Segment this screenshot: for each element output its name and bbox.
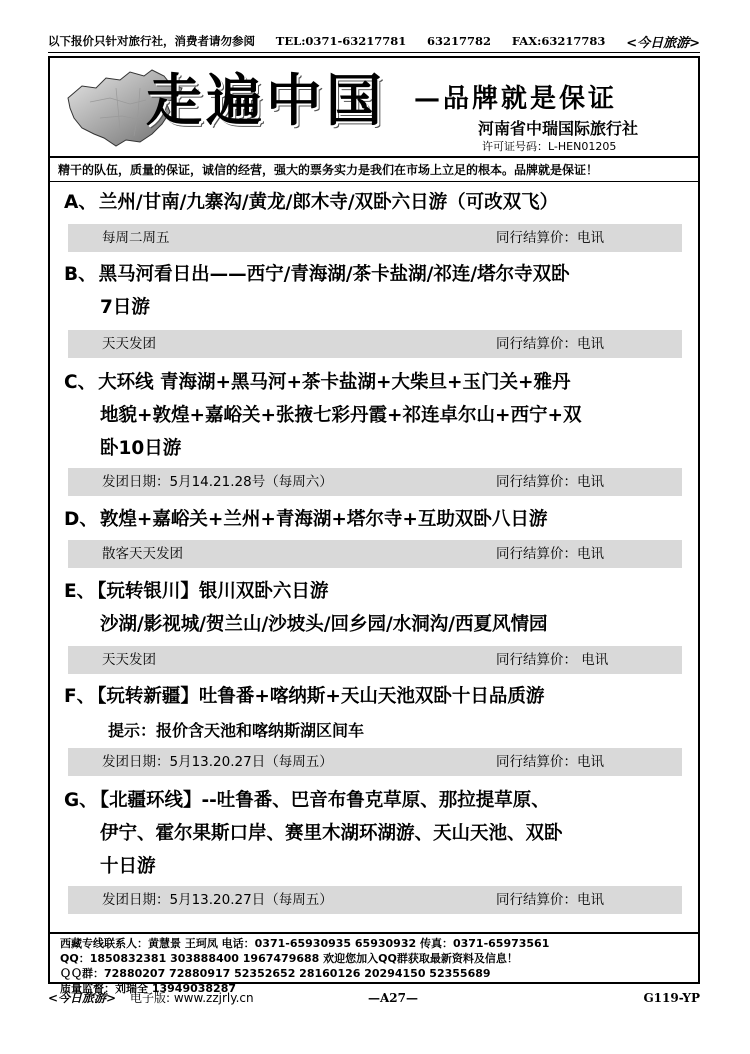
brand-slogan: —品牌就是保证 [414,84,618,114]
route-g-title [64,784,684,883]
route-date: 散客天天发团 [102,546,183,562]
bottom-bar [48,988,700,1008]
route-date: 每周二周五 [102,230,170,246]
fax-text: FAX:63217783 [511,34,606,48]
brand-title: 走遍中国 [146,68,386,134]
route-date: 发团日期：5月13.20.27日（每周五） [102,892,333,908]
license-number: 许可证号码：L-HEN01205 [482,140,617,153]
route-b-title [64,258,684,324]
route-d-info [68,540,682,568]
tagline: 精干的队伍，质量的保证，诚信的经营，强大的票务实力是我们在市场上立足的根本。品牌就是保证！ [50,158,698,182]
route-a-info [68,224,682,252]
route-letter: E、 [64,581,96,602]
route-b-info [68,330,682,358]
route-price: 同行结算价：电讯 [496,230,604,246]
website-link[interactable]: 电子版: www.zzjrly.cn [130,991,254,1005]
tel2-text: 63217782 [427,34,492,48]
issue-code: G119-YP [643,991,700,1005]
contact-line-4: 质量监督：刘瑞全 13949038287 [60,982,237,995]
route-f-title [64,680,684,713]
route-letter: D、 [64,509,98,530]
route-line: 伊宁、霍尔果斯口岸、赛里木湖环湖游、天山天池、双卧 [100,823,563,844]
route-c-title [64,366,684,465]
route-line: 沙湖/影视城/贺兰山/沙坡头/回乡园/水洞沟/西夏风情园 [100,614,548,635]
contact-line-2: QQ：1850832381 303888400 1967479688 欢迎您加入QQ群获取最新资料及信息！ [60,952,518,965]
route-line: 大环线 青海湖+黑马河+茶卡盐湖+大柴旦+玉门关+雅丹 [98,372,571,393]
route-date: 天天发团 [102,652,156,668]
route-line: 【玩转银川】银川双卧六日游 [97,581,329,602]
route-e-info [68,646,682,674]
route-line: 兰州/甘南/九寨沟/黄龙/郎木寺/双卧六日游（可改双飞） [98,192,559,213]
route-line: 7日游 [100,297,150,318]
route-line: 卧10日游 [100,438,182,459]
route-line: 黑马河看日出——西宁/青海湖/茶卡盐湖/祁连/塔尔寺双卧 [98,264,570,285]
route-f-info [68,748,682,776]
route-line: 【玩转新疆】吐鲁番+喀纳斯+天山天池双卧十日品质游 [97,686,545,707]
route-g-info [68,886,682,914]
ad-header [50,58,698,158]
route-letter: C、 [64,372,97,393]
contact-line-3: ＱＱ群：72880207 72880917 52352652 28160126 20294150 52355689 [60,967,491,980]
ad-frame [48,56,700,995]
route-date: 发团日期：5月14.21.28号（每周六） [102,474,333,490]
route-a-title [64,186,684,219]
page-number: —A27— [368,991,419,1005]
agency-name: 河南省中瑞国际旅行社 [478,119,639,138]
contact-footer [50,932,698,995]
route-letter: G、 [64,790,98,811]
route-price: 同行结算价：电讯 [496,546,604,562]
route-price: 同行结算价：电讯 [496,892,604,908]
top-notice-bar [48,30,700,53]
route-letter: B、 [64,264,97,285]
publication-tag: <今日旅游> [626,35,700,51]
route-e-title [64,575,684,641]
route-price: 同行结算价： 电讯 [496,652,609,668]
route-line: 十日游 [100,856,156,877]
route-f-tip: 提示：报价含天池和喀纳斯湖区间车 [108,721,365,740]
tel-text: TEL:0371-63217781 [275,34,407,48]
route-c-info [68,468,682,496]
route-line: 地貌+敦煌+嘉峪关+张掖七彩丹霞+祁连卓尔山+西宁+双 [100,405,582,426]
route-letter: F、 [64,686,96,707]
route-d-title [64,503,684,536]
route-date: 发团日期：5月13.20.27日（每周五） [102,754,333,770]
route-line: 敦煌+嘉峪关+兰州+青海湖+塔尔寺+互助双卧八日游 [99,509,548,530]
contact-line-1: 西藏专线联系人：黄慧景 王珂凤 电话：0371-65930935 65930932 传真：0371-65973561 [60,937,550,950]
route-letter: A、 [64,192,97,213]
notice-text: 以下报价只针对旅行社，消费者请勿参阅 [48,34,255,48]
route-date: 天天发团 [102,336,156,352]
route-line: 【北疆环线】--吐鲁番、巴音布鲁克草原、那拉提草原、 [99,790,550,811]
route-price: 同行结算价：电讯 [496,474,604,490]
publication-tag-bottom: <今日旅游> [48,991,117,1005]
route-price: 同行结算价：电讯 [496,754,604,770]
route-price: 同行结算价：电讯 [496,336,604,352]
